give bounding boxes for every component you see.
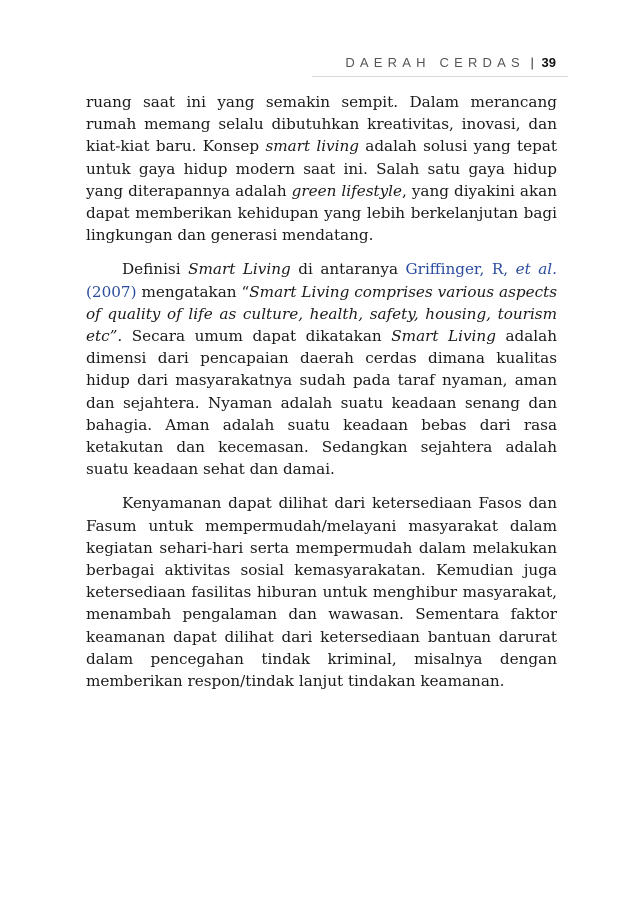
running-title: DAERAH CERDAS — [345, 55, 525, 70]
page-number: 39 — [541, 55, 556, 70]
p2-italic-smart-living: Smart Living — [188, 260, 291, 279]
p2-text-4: Secara umum dapat dikatakan — [122, 327, 392, 346]
p2-text-5: adalah dimensi dari pencapaian daerah cerdas dimana kualitas hidup dari masyarakatnya sudah pada taraf nyaman, aman dan sejahtera. Nyaman adalah suatu keadaan senang dan bahagia. Aman adalah suatu keadaan bebas dari rasa ketakutan dan kecemasan. Sedangkan sejahtera adalah suatu keadaan sehat dan damai. — [86, 327, 557, 479]
paragraph-3 — [86, 492, 557, 692]
header-separator: | — [530, 55, 534, 70]
paragraph-2 — [86, 258, 557, 480]
p1-text-2: adalah solusi yang tepat untuk gaya hidup modern saat ini. Salah satu gaya hidup yang diterapannya adalah — [86, 137, 557, 200]
body-text — [86, 91, 557, 704]
page-header — [345, 55, 556, 70]
paragraph-1 — [86, 91, 557, 246]
p2-italic-smart-living-2: Smart Living — [391, 327, 496, 346]
citation-year: (2007) — [86, 282, 137, 301]
citation-etal: et al. — [515, 260, 557, 279]
p1-italic-green-lifestyle: green lifestyle — [291, 181, 403, 200]
p2-text-2: di antaranya — [290, 260, 406, 279]
p1-text-3: , yang diyakini akan dapat memberikan kehidupan yang lebih berkelanjutan bagi lingkungan dan generasi mendatang. — [86, 181, 557, 245]
header-rule — [312, 76, 568, 77]
p2-text-3: mengatakan “ — [136, 282, 250, 301]
p3-text-1: Kenyamanan dapat dilihat dari ketersediaan Fasos dan Fasum untuk mempermudah/melayani masyarakat dalam kegiatan sehari-hari serta mempermudah dalam melakukan berbagai aktivitas sosial kemasyarakatan. Kemudian juga ketersediaan fasilitas hiburan untuk menghibur masyarakat, menambah pengalaman dan wawasan. Sementara faktor keamanan dapat dilihat dari ketersediaan bantuan darurat dalam pencegahan tindak kriminal, misalnya dengan memberikan respon/tindak lanjut tindakan keamanan. — [86, 494, 557, 691]
p1-text-1: ruang saat ini yang semakin sempit. Dalam merancang rumah memang selalu dibutuhkan kreativitas, inovasi, dan kiat-kiat baru. Konsep — [86, 93, 557, 156]
citation-author: Griffinger, R, — [405, 260, 516, 279]
p2-quote: Smart Living comprises various aspects of quality of life as culture, health, safety, housing, tourism etc”. — [86, 282, 557, 346]
p2-text-1: Definisi — [122, 260, 189, 279]
p1-italic-smart-living: smart living — [265, 137, 359, 156]
